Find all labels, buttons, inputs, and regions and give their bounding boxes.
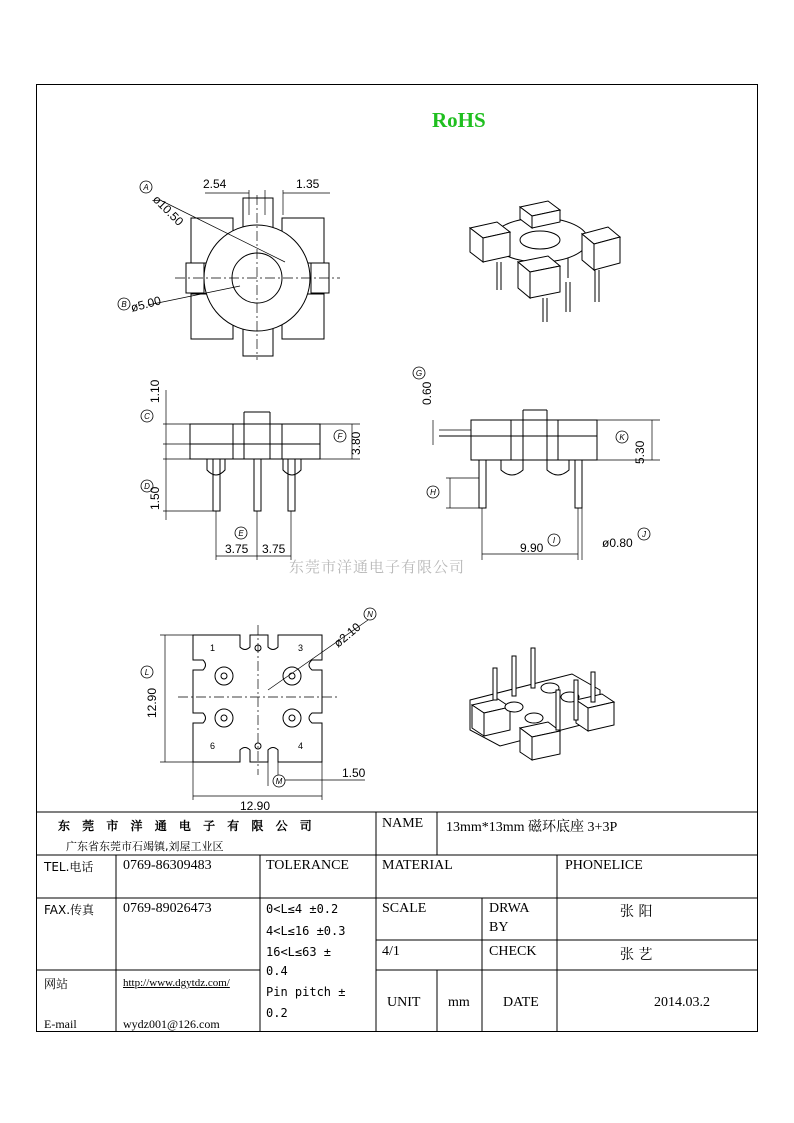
- iso-view-top: [470, 201, 620, 322]
- pin-number: 1: [210, 643, 216, 653]
- front-view: [163, 390, 360, 560]
- marker-letter: G: [415, 369, 423, 378]
- pin-number: 6: [210, 741, 216, 751]
- unit-value: mm: [448, 995, 470, 1010]
- drawn-by-label: DRWA: [489, 901, 530, 916]
- drawn-by-label-2: BY: [489, 920, 509, 935]
- rohs-label: RoHS: [432, 108, 486, 132]
- marker-letter: N: [367, 610, 373, 619]
- pin-number: 3: [298, 643, 304, 653]
- check-label: CHECK: [489, 944, 537, 959]
- tolerance-row-4b: 0.2: [266, 1006, 288, 1020]
- name-value: 13mm*13mm 磁环底座 3+3P: [446, 820, 618, 835]
- pin-number: 4: [298, 741, 304, 751]
- marker-letter: I: [552, 536, 556, 545]
- tolerance-row-3: 16<L≤63 ±: [266, 945, 332, 959]
- website-label: 网站: [44, 977, 69, 991]
- marker-letter: J: [642, 530, 646, 539]
- tolerance-row-2: 4<L≤16 ±0.3: [266, 924, 346, 938]
- tolerance-row-3b: 0.4: [266, 964, 288, 978]
- tolerance-row-1: 0<L≤4 ±0.2: [266, 902, 339, 916]
- dim-a: ø10.50: [149, 192, 187, 229]
- drawn-by-value: 张 阳: [620, 904, 653, 920]
- fax-value: 0769-89026473: [123, 901, 212, 916]
- phonelice-label: PHONELICE: [565, 858, 643, 873]
- email-label: E-mail: [44, 1017, 77, 1031]
- marker-letter: L: [144, 668, 150, 677]
- company-address: 广东省东莞市石竭镇,刘屋工业区: [66, 840, 224, 853]
- dim-m: 1.50: [342, 766, 366, 780]
- dim-i: 9.90: [520, 541, 544, 555]
- marker-letter: C: [144, 412, 150, 421]
- marker-letter: K: [619, 433, 625, 442]
- website-link[interactable]: http://www.dgytdz.com/: [123, 977, 230, 989]
- iso-view-bottom: [470, 648, 614, 760]
- dim-f: 3.80: [349, 431, 363, 455]
- tolerance-row-4: Pin pitch ±: [266, 985, 346, 999]
- scale-value: 4/1: [382, 944, 400, 959]
- top-view-pin-block: [243, 198, 273, 228]
- fax-label: FAX.传真: [44, 903, 95, 917]
- date-label: DATE: [503, 995, 539, 1010]
- marker-letter: D: [144, 482, 150, 491]
- email-value: wydz001@126.com: [123, 1017, 220, 1031]
- tolerance-label: TOLERANCE: [266, 858, 349, 873]
- marker-letter: B: [121, 300, 127, 309]
- marker-letter: A: [143, 183, 149, 192]
- dim-j: ø0.80: [602, 536, 633, 550]
- dim-w: 12.90: [240, 799, 271, 813]
- dim-top-left: 2.54: [203, 177, 227, 191]
- dim-k: 5.30: [633, 440, 647, 464]
- dim-d: 1.50: [148, 486, 162, 510]
- marker-letter: F: [337, 432, 343, 441]
- tel-value: 0769-86309483: [123, 858, 212, 873]
- dim-e2: 3.75: [262, 542, 286, 556]
- dim-c: 1.10: [148, 379, 162, 403]
- date-value: 2014.03.2: [654, 995, 710, 1010]
- tel-label: TEL.电话: [44, 860, 94, 874]
- marker-letter: H: [430, 488, 436, 497]
- scale-label: SCALE: [382, 901, 427, 916]
- dim-l: 12.90: [145, 687, 159, 718]
- marker-letter: E: [238, 529, 244, 538]
- watermark: 东莞市洋通电子有限公司: [289, 558, 466, 576]
- material-label: MATERIAL: [382, 858, 453, 873]
- company-name: 东 莞 市 洋 通 电 子 有 限 公 司: [58, 819, 316, 833]
- unit-label: UNIT: [387, 995, 421, 1010]
- dim-top-right: 1.35: [296, 177, 320, 191]
- dim-e1: 3.75: [225, 542, 249, 556]
- marker-letter: M: [275, 777, 283, 786]
- dim-b: ø5.00: [129, 293, 163, 315]
- check-value: 张 艺: [620, 947, 653, 963]
- dim-n: ø2.10: [330, 619, 364, 651]
- name-label: NAME: [382, 816, 424, 831]
- dim-g: 0.60: [420, 381, 434, 405]
